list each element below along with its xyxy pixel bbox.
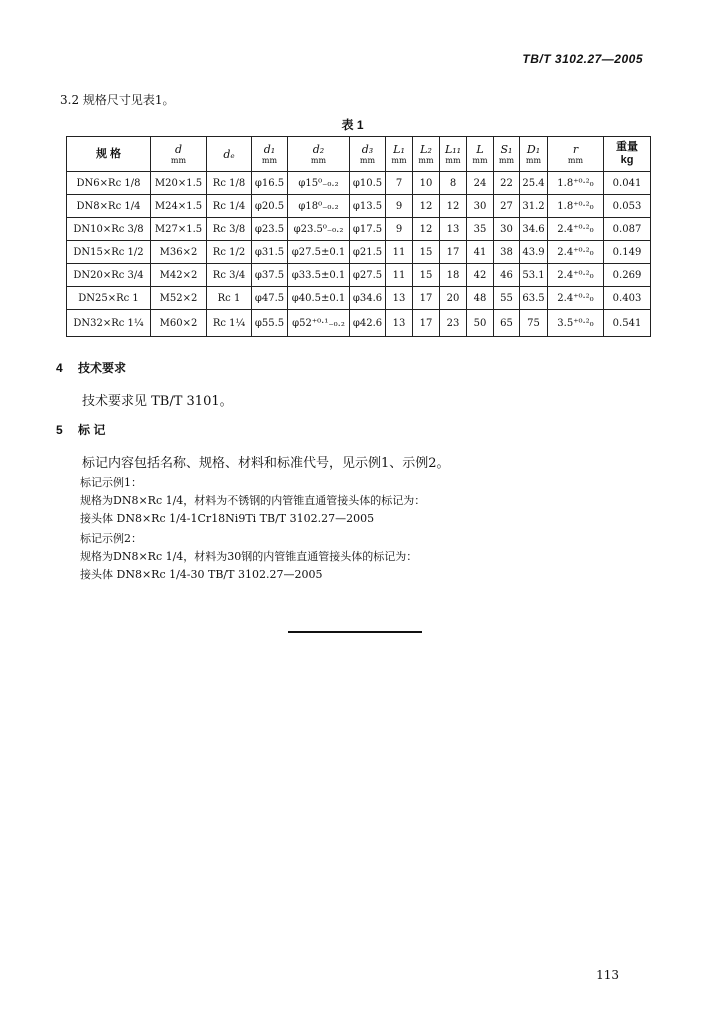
table-cell: M20×1.5	[151, 172, 207, 195]
spec-table-wrapper	[66, 136, 650, 337]
table-cell: 75	[520, 310, 548, 337]
section-4-number: 4	[56, 361, 63, 375]
section-4-heading	[56, 359, 126, 376]
example-1-title: 标记示例1：	[80, 476, 142, 489]
table-cell: 23	[440, 310, 467, 337]
table-cell: φ37.5	[252, 264, 288, 287]
table-cell: 1.8⁺⁰·²₀	[548, 195, 604, 218]
column-header-label: D₁	[526, 142, 541, 156]
table-cell: 0.269	[604, 264, 651, 287]
table-cell: 35	[467, 218, 494, 241]
table-cell: M27×1.5	[151, 218, 207, 241]
table-row	[67, 172, 651, 195]
table-cell: 0.149	[604, 241, 651, 264]
table-cell: M24×1.5	[151, 195, 207, 218]
table-cell: 24	[467, 172, 494, 195]
table-cell: Rc 1/4	[207, 195, 252, 218]
end-rule	[288, 631, 422, 633]
table-cell: 17	[413, 310, 440, 337]
table-cell: DN20×Rc 3/4	[67, 264, 151, 287]
table-cell: 22	[494, 172, 520, 195]
table-cell: 46	[494, 264, 520, 287]
column-header-9	[467, 137, 494, 172]
table-cell: 12	[413, 218, 440, 241]
column-header-unit: mm	[359, 155, 376, 165]
table-cell: φ16.5	[252, 172, 288, 195]
table-cell: DN8×Rc 1/4	[67, 195, 151, 218]
column-header-label: d	[174, 142, 183, 156]
table-cell: 13	[440, 218, 467, 241]
table-cell: 3.5⁺⁰·²₀	[548, 310, 604, 337]
table-cell: 30	[467, 195, 494, 218]
standard-code-header: TB/T 3102.27—2005	[522, 52, 643, 66]
section-5-body: 标记内容包括名称、规格、材料和标准代号，见示例1、示例2。	[82, 456, 450, 471]
example-2-mark: 接头体 DN8×Rc 1/4-30 TB/T 3102.27—2005	[80, 568, 323, 581]
table-cell: 9	[386, 195, 413, 218]
table-cell: Rc 3/4	[207, 264, 252, 287]
table-cell: 9	[386, 218, 413, 241]
column-header-unit: mm	[418, 155, 434, 165]
column-header-label: 规 格	[95, 147, 122, 160]
table-cell: φ17.5	[350, 218, 386, 241]
table-cell: 55	[494, 287, 520, 310]
table-cell: 42	[467, 264, 494, 287]
table-cell: φ27.5±0.1	[288, 241, 350, 264]
example-1-description: 规格为DN8×Rc 1/4，材料为不锈钢的内管锥直通管接头体的标记为：	[80, 494, 426, 507]
column-header-6	[386, 137, 413, 172]
section-5-number: 5	[56, 423, 63, 437]
column-header-8	[440, 137, 467, 172]
column-header-5	[350, 137, 386, 172]
table-cell: 50	[467, 310, 494, 337]
table-cell: DN10×Rc 3/8	[67, 218, 151, 241]
example-1-mark: 接头体 DN8×Rc 1/4-1Cr18Ni9Ti TB/T 3102.27—2005	[80, 512, 375, 525]
table-cell: DN25×Rc 1	[67, 287, 151, 310]
column-header-4	[288, 137, 350, 172]
table-cell: 48	[467, 287, 494, 310]
table-cell: 63.5	[520, 287, 548, 310]
table-cell: Rc 1/8	[207, 172, 252, 195]
table-cell: M42×2	[151, 264, 207, 287]
table-cell: 20	[440, 287, 467, 310]
column-header-label: 重量	[616, 141, 638, 153]
example-2-description: 规格为DN8×Rc 1/4，材料为30钢的内管锥直通管接头体的标记为：	[80, 550, 418, 563]
table-cell: φ23.5	[252, 218, 288, 241]
table-row	[67, 241, 651, 264]
column-header-label: L₁₁	[444, 142, 462, 156]
table-cell: 0.541	[604, 310, 651, 337]
column-header-unit: mm	[261, 155, 278, 165]
column-header-unit: mm	[567, 155, 584, 165]
table-cell: 38	[494, 241, 520, 264]
table-cell: 8	[440, 172, 467, 195]
page-number: 113	[596, 968, 619, 982]
table-cell: φ33.5±0.1	[288, 264, 350, 287]
table-cell: φ52⁺⁰·¹₋₀.₂	[288, 310, 350, 337]
table-row	[67, 310, 651, 337]
table-cell: 0.041	[604, 172, 651, 195]
table-cell: 12	[413, 195, 440, 218]
table-cell: M60×2	[151, 310, 207, 337]
column-header-12	[548, 137, 604, 172]
table-cell: 30	[494, 218, 520, 241]
table-cell: 18	[440, 264, 467, 287]
column-header-label: L₁	[393, 142, 405, 156]
column-header-unit: mm	[525, 155, 542, 165]
table-cell: 15	[413, 241, 440, 264]
column-header-label: r	[572, 142, 579, 156]
table-cell: φ55.5	[252, 310, 288, 337]
table-cell: 15	[413, 264, 440, 287]
section-5-title: 标 记	[78, 423, 106, 437]
table-cell: φ20.5	[252, 195, 288, 218]
column-header-unit: mm	[445, 155, 461, 165]
table-cell: 7	[386, 172, 413, 195]
column-header-3	[252, 137, 288, 172]
table-cell: 0.403	[604, 287, 651, 310]
table-cell: 27	[494, 195, 520, 218]
table-row	[67, 218, 651, 241]
table-cell: φ10.5	[350, 172, 386, 195]
column-header-unit: mm	[310, 155, 327, 165]
table-cell: 17	[440, 241, 467, 264]
table-cell: DN6×Rc 1/8	[67, 172, 151, 195]
table-row	[67, 287, 651, 310]
column-header-label: L₂	[420, 142, 432, 156]
table-cell: 43.9	[520, 241, 548, 264]
table-cell: Rc 1¼	[207, 310, 252, 337]
column-header-1	[151, 137, 207, 172]
table-header-row	[67, 137, 651, 172]
table-cell: 41	[467, 241, 494, 264]
table-cell: Rc 3/8	[207, 218, 252, 241]
table-cell: M52×2	[151, 287, 207, 310]
table-cell: 53.1	[520, 264, 548, 287]
table-cell: φ13.5	[350, 195, 386, 218]
column-header-label: L	[476, 142, 484, 156]
table-cell: φ23.5⁰₋₀.₂	[288, 218, 350, 241]
table-cell: 34.6	[520, 218, 548, 241]
table-cell: φ47.5	[252, 287, 288, 310]
table-cell: 2.4⁺⁰·²₀	[548, 218, 604, 241]
column-header-unit: mm	[472, 155, 488, 165]
column-header-label: dₑ	[223, 147, 235, 161]
table-cell: M36×2	[151, 241, 207, 264]
table-cell: φ27.5	[350, 264, 386, 287]
column-header-13	[604, 137, 651, 172]
column-header-unit: kg	[620, 154, 634, 166]
table-cell: φ18⁰₋₀.₂	[288, 195, 350, 218]
column-header-label: d₂	[312, 142, 325, 156]
table-cell: 11	[386, 264, 413, 287]
column-header-label: S₁	[500, 142, 513, 156]
section-3-2-text: 3.2 规格尺寸见表1。	[60, 93, 175, 107]
table-cell: Rc 1	[207, 287, 252, 310]
table-row	[67, 264, 651, 287]
spec-table	[66, 136, 651, 337]
column-header-11	[520, 137, 548, 172]
column-header-2	[207, 137, 252, 172]
column-header-label: d₁	[263, 142, 276, 156]
table-cell: φ34.6	[350, 287, 386, 310]
table-cell: 13	[386, 287, 413, 310]
table-cell: 2.4⁺⁰·²₀	[548, 241, 604, 264]
column-header-unit: mm	[391, 155, 407, 165]
table-cell: 11	[386, 241, 413, 264]
table-cell: φ15⁰₋₀.₂	[288, 172, 350, 195]
table-cell: φ21.5	[350, 241, 386, 264]
table-cell: 2.4⁺⁰·²₀	[548, 287, 604, 310]
column-header-10	[494, 137, 520, 172]
example-2-title: 标记示例2：	[80, 532, 142, 545]
column-header-unit: mm	[170, 155, 187, 165]
table-cell: φ31.5	[252, 241, 288, 264]
table-title: 表 1	[341, 118, 364, 132]
table-cell: DN32×Rc 1¼	[67, 310, 151, 337]
table-cell: 0.087	[604, 218, 651, 241]
table-row	[67, 195, 651, 218]
section-4-title: 技术要求	[78, 361, 127, 375]
column-header-0	[67, 137, 151, 172]
table-cell: Rc 1/2	[207, 241, 252, 264]
table-cell: 31.2	[520, 195, 548, 218]
table-cell: DN15×Rc 1/2	[67, 241, 151, 264]
table-cell: 25.4	[520, 172, 548, 195]
table-cell: 17	[413, 287, 440, 310]
table-cell: φ42.6	[350, 310, 386, 337]
table-cell: 2.4⁺⁰·²₀	[548, 264, 604, 287]
table-body	[67, 172, 651, 337]
table-cell: 65	[494, 310, 520, 337]
table-cell: 10	[413, 172, 440, 195]
table-cell: 12	[440, 195, 467, 218]
column-header-unit: mm	[498, 155, 515, 165]
table-cell: 13	[386, 310, 413, 337]
table-cell: 1.8⁺⁰·²₀	[548, 172, 604, 195]
section-5-heading	[56, 421, 105, 438]
column-header-7	[413, 137, 440, 172]
table-cell: 0.053	[604, 195, 651, 218]
table-cell: φ40.5±0.1	[288, 287, 350, 310]
section-4-body: 技术要求见 TB/T 3101。	[82, 394, 233, 409]
column-header-label: d₃	[361, 142, 374, 156]
